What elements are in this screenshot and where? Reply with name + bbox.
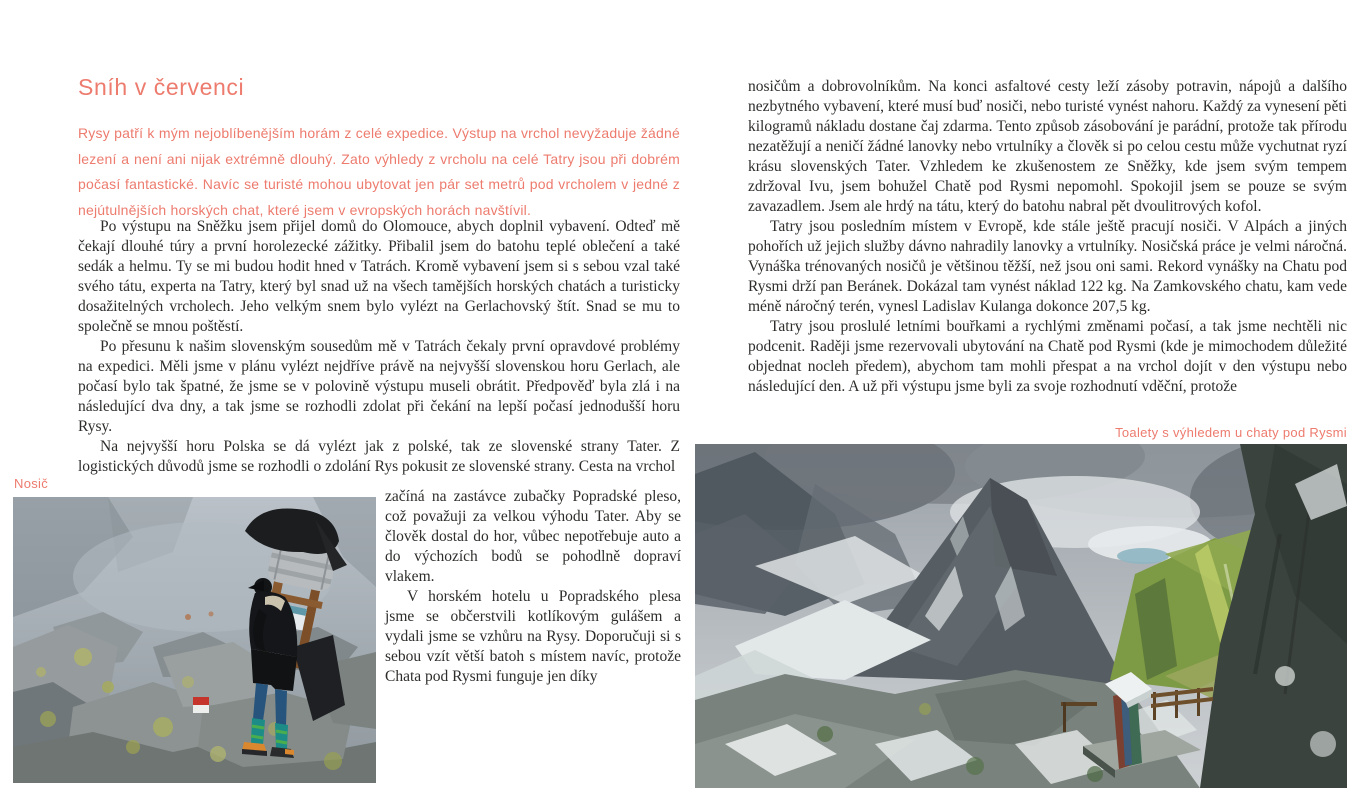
body-paragraph: Tatry jsou proslulé letními bouřkami a rychlými změnami počasí, a tak jsme nechtěli nic podcenit. Raději jsme rezervovali ubytování na Chatě pod Rysmi (kde je mimochodem důležité objednat nocleh předem), abychom tam mohli přespat a na vrchol dojít v den výstupu nebo následující den. A už při výstupu jsme byli za svoje rozhodnutí vděční, protože xyxy=(748,318,1347,395)
body-paragraph: Tatry jsou posledním místem v Evropě, kde stále ještě pracují nosiči. V Alpách a jiných pohořích už jejich služby dávno nahradily lanovky a vrtulníky. Nosičská práce je velmi náročná. Vynáška trénovaných nosičů je většinou těžší, než jsou oni sami. Rekord vynášky na Chatu pod Rysmi drží pan Beránek. Dokázal tam vynést náklad 122 kg. Na Zamkovského chatu, kam vede méně náročný terén, vynesl Ladislav Kulanga dokonce 207,5 kg. xyxy=(748,218,1347,315)
body-paragraph: V horském hotelu u Popradského plesa jsme se občerstvili kotlíkovým gulášem a vydali jsme se vzhůru na Rysy. Doporučuji si s sebou vzít větší batoh s místem navíc, protože Chata pod Rysmi funguje jen díky xyxy=(385,588,681,685)
body-paragraph: nosičům a dobrovolníkům. Na konci asfaltové cesty leží zásoby potravin, nápojů a dalšího nezbytného vybavení, které musí buď nosiči, nebo turisté vynést nahoru. Každý za vynesení pěti kilogramů nákladu dostane čaj zdarma. Tento způsob zásobování je parádní, protože tak přírodu nezatěžují a neničí žádné lanovky nebo vrtulníky a člověk si po celou cestu může vychutnat ryzí krásu slovenských Tater. Vzhledem ke zkušenostem ze Sněžky, kde jsem svým tempem zdržoval Ivu, jsem bohužel Chatě pod Rysmi nepomohl. Spokojil jsem se pouze se svým zavazadlem. Jsem ale hrdý na tátu, který do batohu nabral pět dvoulitrových kofol. xyxy=(748,78,1347,215)
page-title: Sníh v červenci xyxy=(78,74,245,100)
porter-photo xyxy=(13,497,376,783)
mountains-photo xyxy=(695,444,1347,788)
body-paragraph: Po přesunu k našim slovenským sousedům mě v Tatrách čekaly první opravdové problémy na expedici. Měli jsme v plánu vylézt nejdříve právě na nejvyšší slovenskou horu Gerlach, ale počasí bylo tak špatné, že jsme se v polovině výstupu museli obrátit. Předpověď byla zlá i na následující dva dny, a tak jsme se rozhodli zdolat při čekání na lepší počasí jednodušší horu Rysy. xyxy=(78,338,680,435)
body-paragraph: Po výstupu na Sněžku jsem přijel domů do Olomouce, abych doplnil vybavení. Odteď mě čekají dlouhé túry a první horolezecké zážitky. Přibalil jsem do batohu teplé oblečení a také sedák a helmu. Ty se mi budou hodit hned v Tatrách. Kromě vybavení jsem si s sebou vzal také svého tátu, experta na Tatry, který byl snad už na všech tamějších horských chatách a turisticky dosažitelných vrcholech. Jeho velkým snem bylo vylézt na Gerlachovský štít. Snad se mu to společně se mnou poštěstí. xyxy=(78,218,680,335)
left-body-column xyxy=(78,217,680,477)
right-body-column xyxy=(748,77,1347,397)
left-wrap-column xyxy=(385,487,681,687)
photo-caption-toilets: Toalety s výhledem u chaty pod Rysmi xyxy=(1115,425,1347,440)
intro-paragraph: Rysy patří k mým nejoblíbenějším horám z celé expedice. Výstup na vrchol nevyžaduje žádné lezení a není ani nijak extrémně dlouhý. Zato výhledy z vrcholu na celé Tatry jsou při dobrém počasí fantastické. Navíc se turisté mohou ubytovat jen pár set metrů pod vrcholem v jedné z nejútulnějších horských chat, které jsem v evropských horách navštívil. xyxy=(78,125,680,218)
body-paragraph: Na nejvyšší horu Polska se dá vylézt jak z polské, tak ze slovenské strany Tater. Z logistických důvodů jsme se rozhodli o zdolání Rys pokusit ze slovenské strany. Cesta na vrchol xyxy=(78,438,680,475)
photo-caption-porter: Nosič xyxy=(14,476,49,491)
body-paragraph: začíná na zastávce zubačky Popradské pleso, což považuji za velkou výhodu Tater. Aby se člověk dostal do hor, vůbec nepotřebuje auto a do výchozích bodů se pohodlně dopraví vlakem. xyxy=(385,488,681,585)
